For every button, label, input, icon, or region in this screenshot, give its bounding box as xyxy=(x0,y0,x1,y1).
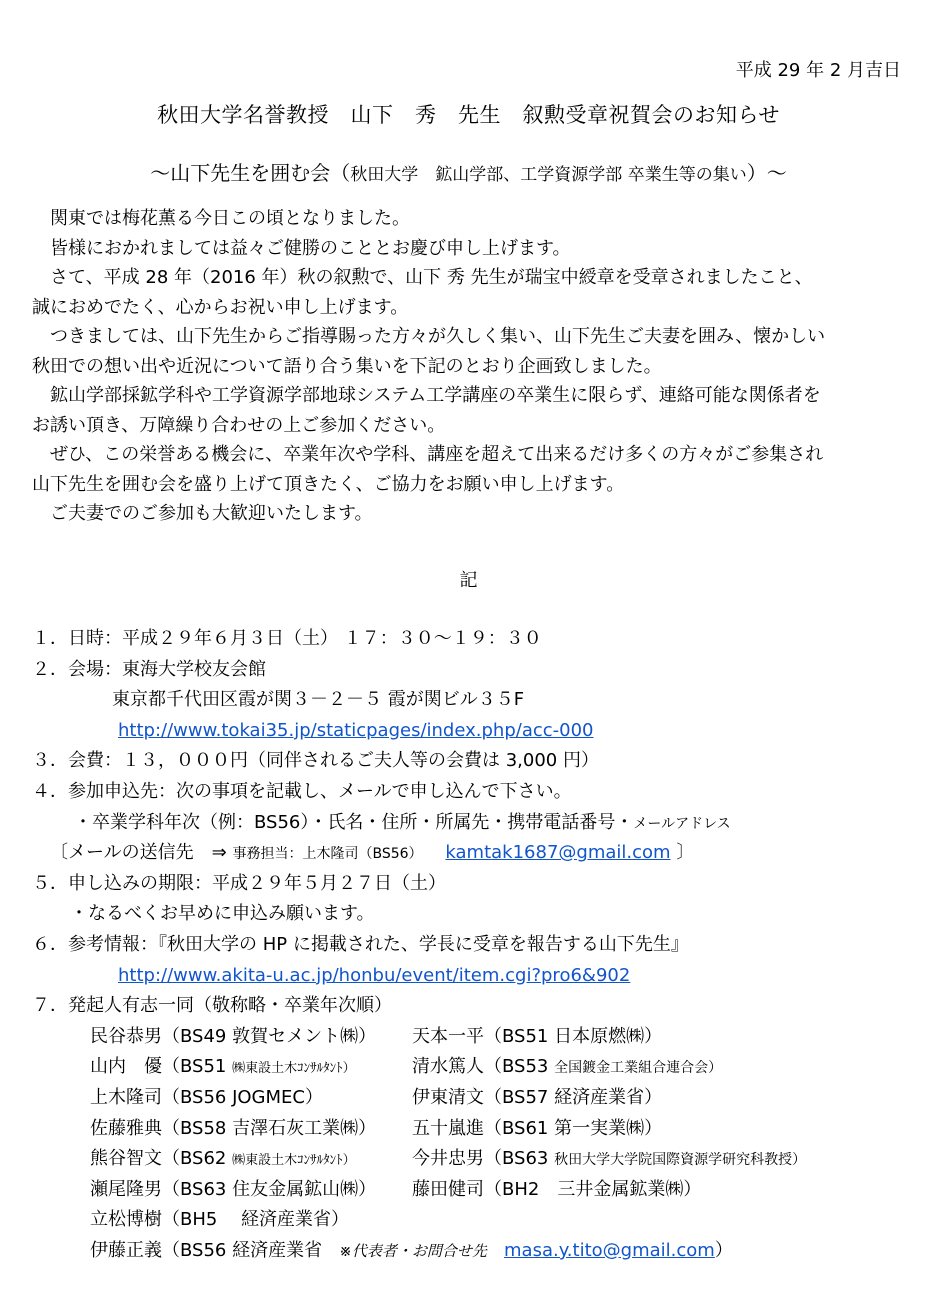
representative-note: ※代表者・お問合せ先 xyxy=(339,1241,487,1260)
organizer-name: 藤田健司（BH2 三井金属鉱業㈱） xyxy=(412,1178,702,1200)
item-application: ４．参加申込先：次の事項を記載し、メールで申し込んで下さい。 xyxy=(32,780,572,802)
contact-email-link[interactable]: kamtak1687@gmail.com xyxy=(445,842,671,864)
organizer-name: 天本一平（BS51 日本原燃㈱） xyxy=(412,1025,663,1047)
body-paragraph: ご夫妻でのご参加も大歓迎いたします。 xyxy=(50,503,373,524)
organizer-name: 伊東清文（BS57 経済産業省） xyxy=(412,1086,663,1108)
organizer-name: 清水篤人（BS53 全国鍍金工業組合連合会） xyxy=(412,1056,723,1078)
item-datetime: １．日時：平成２９年６月３日（土） １７：３０～１９：３０ xyxy=(32,628,542,649)
body-paragraph: 関東では梅花薫る今日この頃となりました。 xyxy=(50,208,410,229)
organizer-name: 佐藤雅典（BS58 吉澤石灰工業㈱） xyxy=(90,1117,377,1139)
organizer-row xyxy=(32,1144,912,1175)
item-reference: ６．参考情報：『秋田大学の HP に掲載された、学長に受章を報告する山下先生』 xyxy=(32,933,689,955)
organizer-row xyxy=(32,1083,912,1114)
venue-url-link[interactable]: http://www.tokai35.jp/staticpages/index.php/acc-000 xyxy=(118,719,594,741)
organizer-row xyxy=(32,1205,912,1236)
organizer-row xyxy=(32,1114,912,1145)
reference-url-link[interactable]: http://www.akita-u.ac.jp/honbu/event/item.cgi?pro6&902 xyxy=(118,964,631,986)
application-send-to: 〔メールの送信先 ⇒ 事務担当：上木隆司（BS56） kamtak1687@gmail.com 〕 xyxy=(50,842,695,864)
reference-link-row xyxy=(32,961,912,992)
body-paragraph: 皆様におかれましては益々ご健勝のこととお慶び申し上げます。 xyxy=(50,237,571,259)
document-subtitle xyxy=(0,158,937,190)
deadline-note: ・なるべくお早めに申込み願います。 xyxy=(70,903,375,925)
application-fields: ・卒業学科年次（例：BS56）・氏名・住所・所属先・携帯電話番号・メールアドレス xyxy=(74,811,731,833)
organizer-row xyxy=(32,1022,912,1053)
details-list xyxy=(32,624,912,1266)
organizer-name: 伊藤正義（BS56 経済産業省 xyxy=(90,1239,323,1261)
item-organizers: ７．発起人有志一同（敬称略・卒業年次順） xyxy=(32,995,392,1017)
subtitle-main-end: ）～ xyxy=(746,161,787,185)
body-paragraph: 山下先生を囲む会を盛り上げて頂きたく、ご協力をお願い申し上げます。 xyxy=(32,473,625,495)
body-paragraph: 秋田での想い出や近況について語り合う集いを下記のとおり企画致しました。 xyxy=(32,355,662,377)
organizer-name: 五十嵐進（BS61 第一実業㈱） xyxy=(412,1117,663,1139)
organizer-name: 立松博樹（BH5 経済産業省） xyxy=(90,1209,350,1231)
organizer-name: 上木隆司（BS56 JOGMEC） xyxy=(90,1086,323,1108)
organizer-name: 民谷恭男（BS49 敦賀セメント㈱） xyxy=(90,1025,377,1047)
body-text xyxy=(32,204,907,529)
body-paragraph: 誠におめでたく、心からお祝い申し上げます。 xyxy=(32,296,409,318)
document-title: 秋田大学名誉教授 山下 秀 先生 叙勲受章祝賀会のお知らせ xyxy=(157,103,780,127)
item-venue: ２．会場：東海大学校友会館 xyxy=(32,658,266,680)
body-paragraph: つきましては、山下先生からご指導賜った方々が久しく集い、山下先生ご夫妻を囲み、懐かしい xyxy=(50,326,826,347)
venue-link-row xyxy=(32,716,912,747)
subtitle-small-text: 秋田大学 鉱山学部、工学資源学部 卒業生等の集い xyxy=(350,165,747,185)
venue-address: 東京都千代田区霞が関３－２－５ 霞が関ビル３５F xyxy=(112,689,525,711)
organizer-name: 今井忠男（BS63 秋田大学大学院国際資源学研究科教授） xyxy=(412,1148,807,1170)
representative-email-link[interactable]: masa.y.tito@gmail.com xyxy=(504,1239,715,1261)
ki-heading: 記 xyxy=(459,570,478,591)
organizer-row-representative: 伊藤正義（BS56 経済産業省 ※代表者・お問合せ先 masa.y.tito@gmail.com） xyxy=(90,1239,733,1261)
organizer-name: 山内 優（BS51 ㈱東設土木ｺﾝｻﾙﾀﾝﾄ） xyxy=(90,1056,356,1078)
organizer-name: 瀬尾隆男（BS63 住友金属鉱山㈱） xyxy=(90,1178,377,1200)
body-paragraph: さて、平成 28 年（2016 年）秋の叙勲で、山下 秀 先生が瑞宝中綬章を受章されましたこと、 xyxy=(50,267,813,288)
organizer-row xyxy=(32,1175,912,1206)
issue-date: 平成 29 年 2 月吉日 xyxy=(735,60,901,81)
organizer-row xyxy=(32,1052,912,1083)
body-paragraph: お誘い頂き、万障繰り合わせの上ご参加ください。 xyxy=(32,414,446,436)
item-deadline: ５．申し込みの期限：平成２９年５月２７日（土） xyxy=(32,872,446,894)
item-fee: ３．会費：１３，０００円（同伴されるご夫人等の会費は 3,000 円） xyxy=(32,750,599,772)
body-paragraph: 鉱山学部採鉱学科や工学資源学部地球システム工学講座の卒業生に限らず、連絡可能な関係者を xyxy=(50,385,821,406)
organizer-name: 熊谷智文（BS62 ㈱東設土木ｺﾝｻﾙﾀﾝﾄ） xyxy=(90,1148,356,1170)
subtitle-main-start: ～山下先生を囲む会（ xyxy=(150,161,351,185)
body-paragraph: ぜひ、この栄誉ある機会に、卒業年次や学科、講座を超えて出来るだけ多くの方々がご参集され xyxy=(50,444,824,465)
